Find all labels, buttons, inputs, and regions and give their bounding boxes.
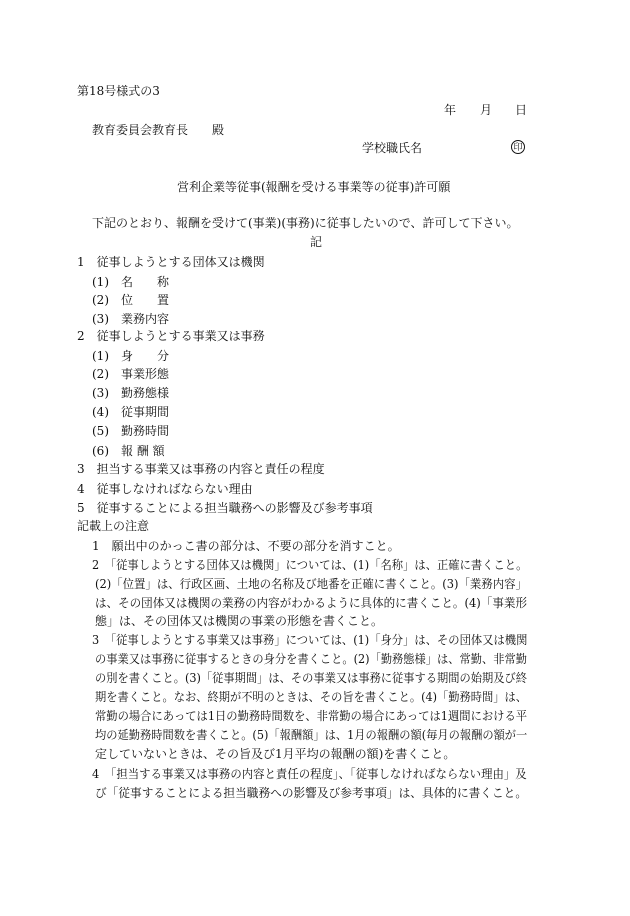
section-item: (1) 身 分 <box>92 349 169 363</box>
applicant-label: 学校職氏名 <box>362 141 423 155</box>
date-day: 日 <box>515 103 528 117</box>
note-line-first: 3 「従事しようとする事業又は事務」については、(1)「身分」は、その団体又は機関 <box>92 633 528 647</box>
note-line: 期を書くこと。なお、終期が不明のときは、その旨を書くこと。(4)「勤務時間」は、 <box>95 690 528 704</box>
note-line-first: 4 「担当する事業又は事務の内容と責任の程度」、「従事しなければならない理由」及 <box>92 767 527 781</box>
section-heading: 1 従事しようとする団体又は機関 <box>77 255 265 269</box>
form-number: 第18号様式の3 <box>77 84 160 98</box>
addressee: 教育委員会教育長 殿 <box>92 123 225 137</box>
section-item: (2) 位 置 <box>92 293 169 307</box>
section-item: (3) 業務内容 <box>92 312 169 326</box>
document-title: 営利企業等従事(報酬を受ける事業等の従事)許可願 <box>177 180 451 194</box>
note-line: の別を書くこと。(3)「従事期間」は、その事業又は事務に従事する期間の始期及び終 <box>95 671 528 685</box>
note-line: は、その団体又は機関の業務の内容がわかるように具体的に書くこと。(4)「事業形 <box>95 596 527 610</box>
section-heading: 2 従事しようとする事業又は事務 <box>77 329 265 343</box>
notes-title: 記載上の注意 <box>77 519 150 533</box>
section-heading: 5 従事することによる担当職務への影響及び参考事項 <box>77 501 373 515</box>
section-item: (2) 事業形態 <box>92 367 169 381</box>
section-item: (3) 勤務態様 <box>92 386 169 400</box>
section-item: (1) 名 称 <box>92 275 169 289</box>
section-heading: 4 従事しなければならない理由 <box>77 482 253 496</box>
section-item: (4) 従事期間 <box>92 405 169 419</box>
note-line: 定していないときは、その旨及び1月平均の報酬の額)を書くこと。 <box>95 747 456 761</box>
note-line: 態」は、その団体又は機関の事業の形態を書くこと。 <box>95 614 384 628</box>
intro-paragraph: 下記のとおり、報酬を受けて(事業)(事務)に従事したいので、許可して下さい。 <box>92 216 519 230</box>
note-line: の事業又は事務に従事するときの身分を書くこと。(2)「勤務態様」は、常勤、非常勤 <box>95 652 528 666</box>
note-line-first: 2 「従事しようとする団体又は機関」については、(1)「名称」は、正確に書くこと。 <box>92 558 528 572</box>
date-year: 年 <box>444 103 457 117</box>
ki-heading: 記 <box>310 235 323 249</box>
section-item: (6) 報 酬 額 <box>92 444 165 458</box>
note-line-first: 1 願出中のかっこ書の部分は、不要の部分を消すこと。 <box>92 539 400 553</box>
seal-mark: 印 <box>511 140 525 154</box>
section-heading: 3 担当する事業又は事務の内容と責任の程度 <box>77 462 325 476</box>
note-line: 均の延勤務時間数を書くこと。(5)「報酬額」は、1月の報酬の額(毎月の報酬の額が一 <box>95 728 528 742</box>
date-month: 月 <box>480 103 493 117</box>
section-item: (5) 勤務時間 <box>92 424 169 438</box>
note-line: び「従事することによる担当職務への影響及び参考事項」は、具体的に書くこと。 <box>95 786 528 800</box>
note-line: (2)「位置」は、行政区画、土地の名称及び地番を正確に書くこと。(3)「業務内容」 <box>95 577 527 591</box>
note-line: 常勤の場合にあっては1日の勤務時間数を、非常勤の場合にあっては1週間における平 <box>95 709 528 723</box>
